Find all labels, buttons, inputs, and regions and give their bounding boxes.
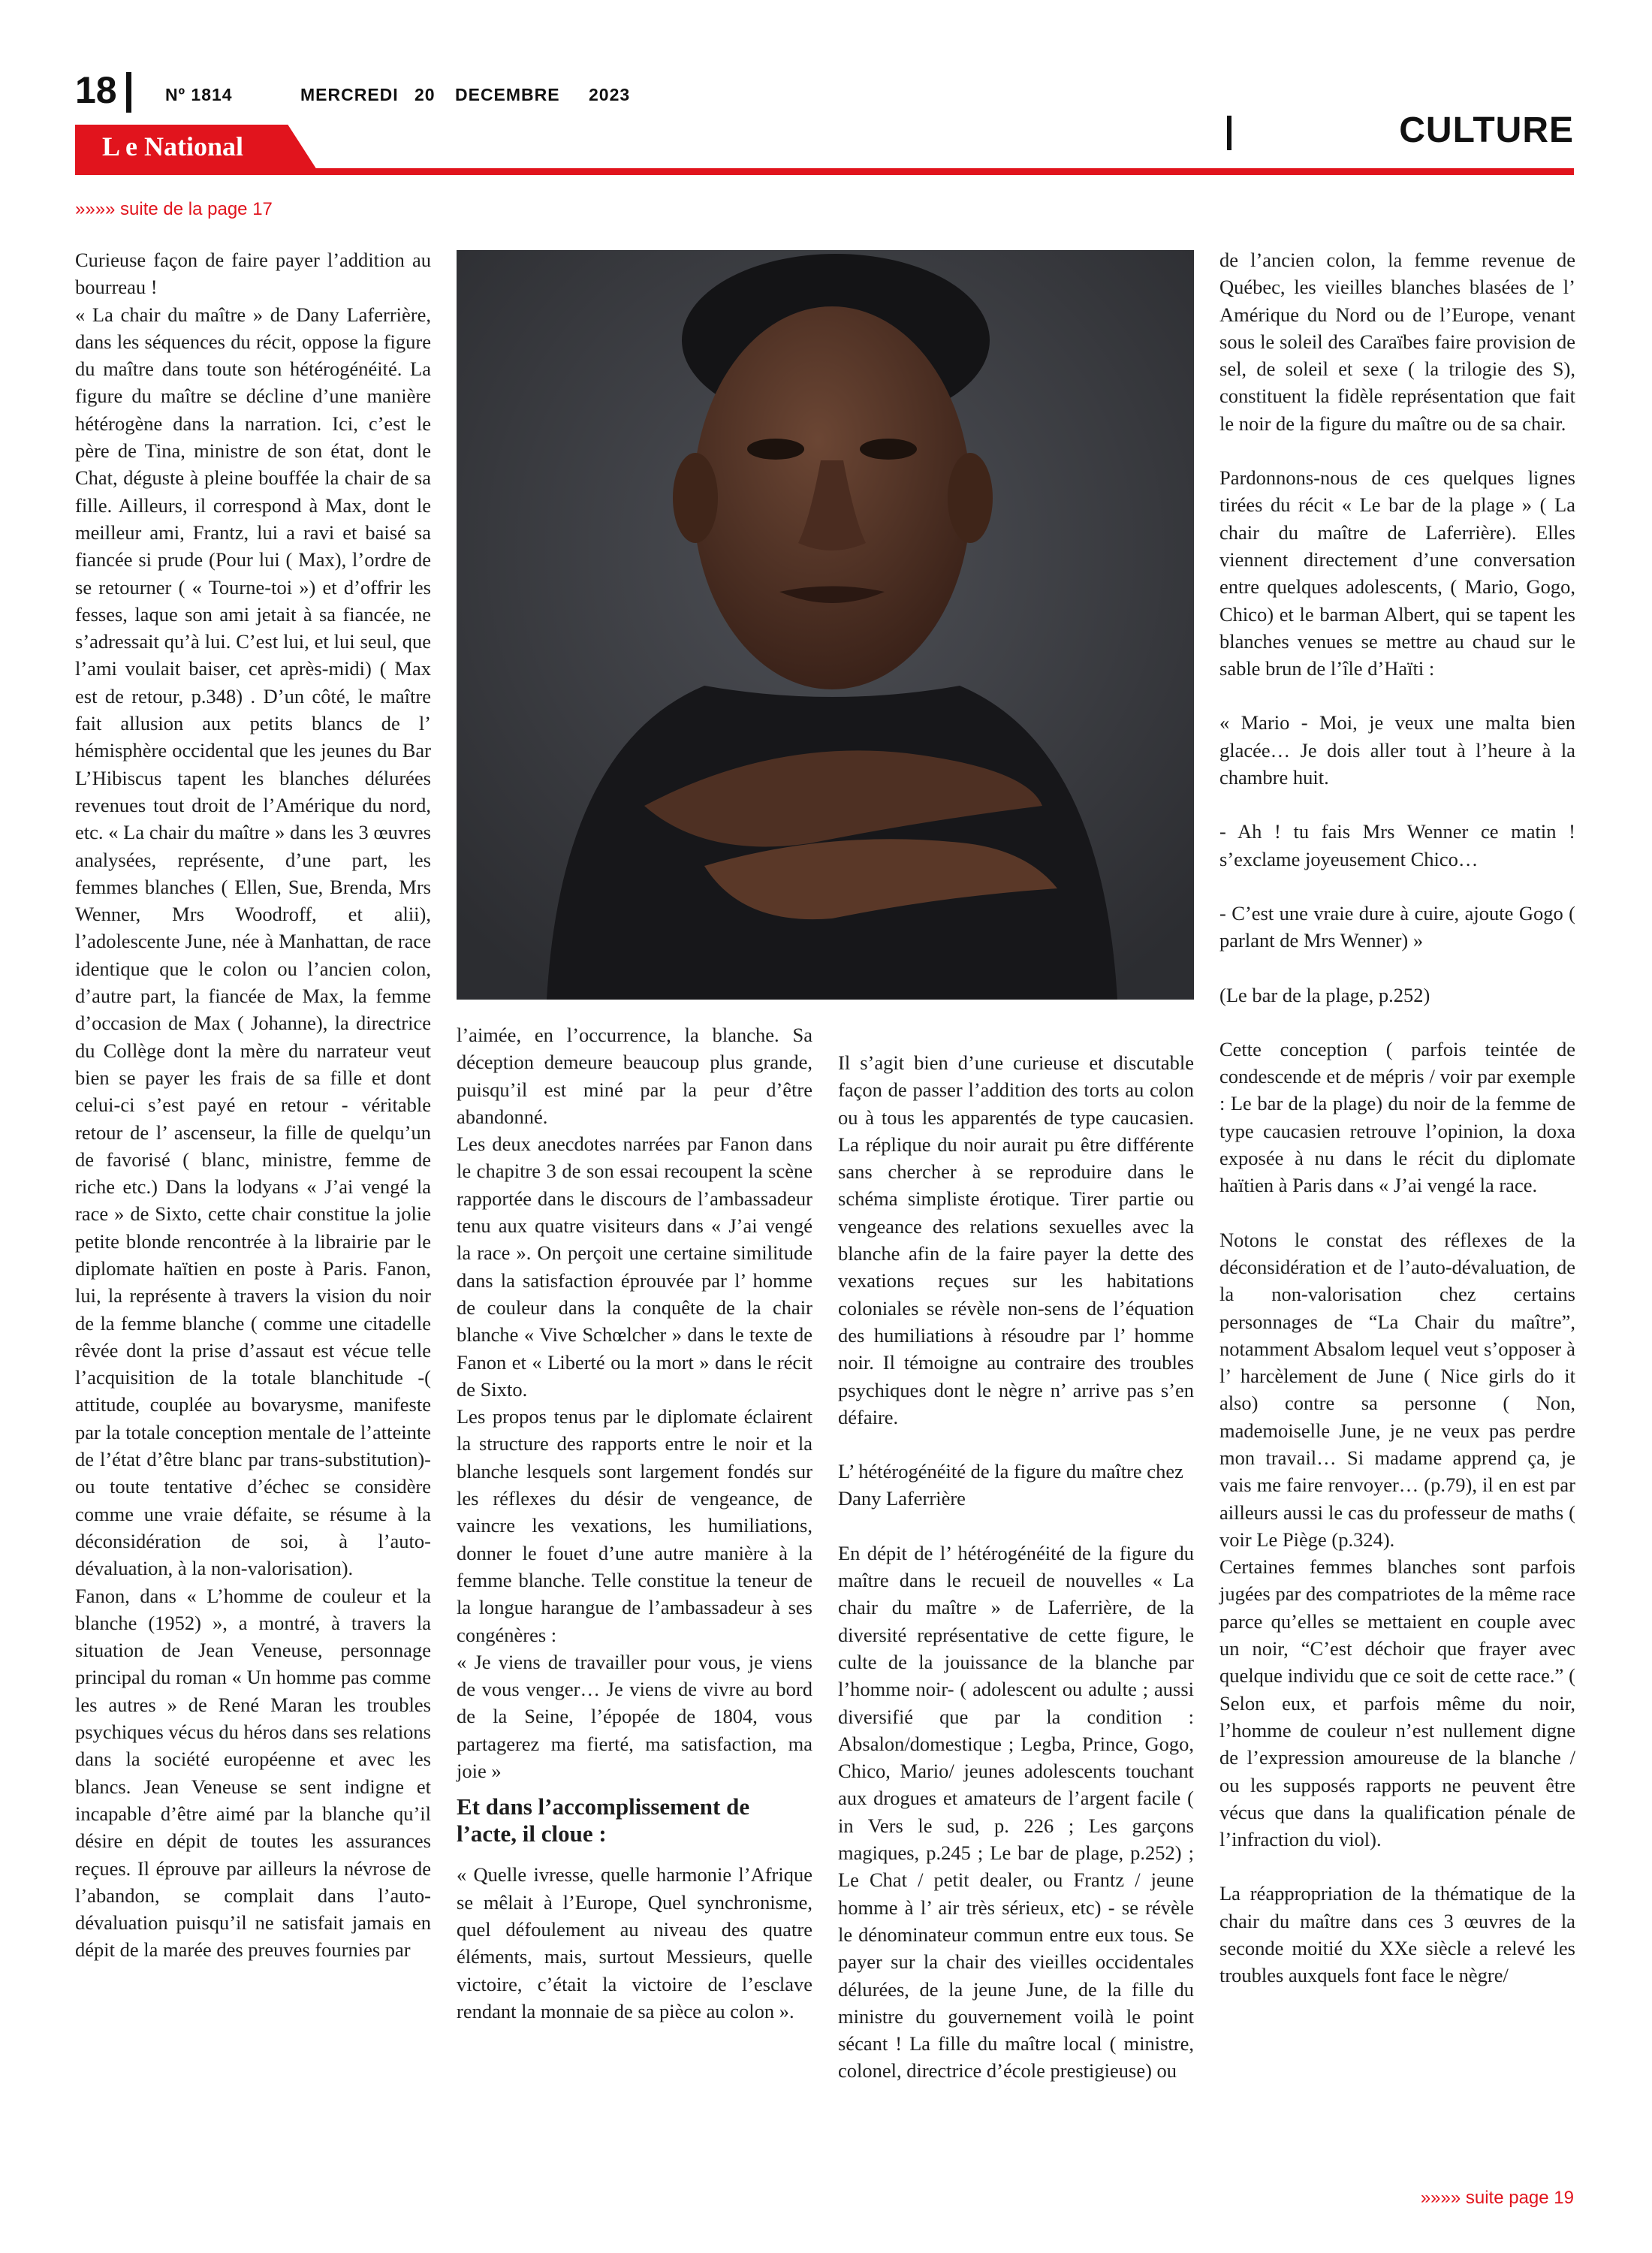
paragraph: Les deux anecdotes narrées par Fanon dans le chapitre 3 de son essai recoupent la scène rapportée dans le discours de l’ambassadeur tenu aux quatre visiteurs dans « J’ai vengé la race ». On perçoit une certaine similitude dans la satisfaction éprouvée par l’ homme de couleur dans la conquête de la chair blanche « Vive Schœlcher » dans le texte de Fanon et « Liberté ou la mort » dans le récit de Sixto.: [457, 1133, 812, 1401]
paragraph: Pardonnons-nous de ces quelques lignes tirées du récit « Le bar de la plage » ( La chair du maître de Laferrière). Elles viennent directement d’une conversation entre quelques adolescents, ( Mario, Gogo, Chico) et le barman Albert, qui se tapent les blanches venues se mettre au chaud sur le sable brun de l’île d’Haïti :: [1219, 466, 1575, 680]
section-heading: L’ hétérogénéité de la figure du maître chez Dany Laferrière: [838, 1460, 1183, 1510]
paragraph: Curieuse façon de faire payer l’addition au bourreau !: [75, 249, 431, 299]
paragraph: Il s’agit bien d’une curieuse et discutable façon de passer l’addition des torts au colon ou à tous les apparentés de type caucasien. La réplique du noir aurait pu être différente sans chercher à se reproduire dans le schéma simpliste érotique. Tirer partie ou vengeance des relations sexuelles avec la blanche afin de la faire payer la dette des vexations reçues sur les habitations coloniales se révèle non-sens de l’équation des humiliations à résoudre par l’ homme noir. Il témoigne au contraire des troubles psychiques dont le nègre n’ arrive pas s’en défaire.: [838, 1051, 1194, 1428]
paragraph: Fanon, dans « L’homme de couleur et la blanche (1952) », a montré, à travers la situation de Jean Veneuse, personnage principal du roman « Un homme pas comme les autres » de René Maran les troubles psychiques vécus du héros dans ses relations dans la société européenne et avec les blancs. Jean Veneuse se sent indigne et incapable d’être aimé par la blanche qu’il désire en dépit de toutes les assurances reçues. Il éprouve par ailleurs la névrose de l’abandon, se complait dans l’auto-dévaluation puisqu’il ne satisfait jamais en dépit de la marée des preuves fournies par: [75, 1584, 431, 1962]
brand-name: L e National: [102, 131, 244, 161]
paragraph: « Je viens de travailler pour vous, je viens de vous venger… Je viens de vivre au bord de la Seine, l’épopée de 1804, vous partagerez ma fierté, ma satisfaction, ma joie »: [457, 1650, 812, 1783]
continues-on-link[interactable]: »»»» suite page 19: [1420, 2188, 1574, 2208]
day-number: 20: [415, 85, 436, 104]
paragraph: Certaines femmes blanches sont parfois jugées par des compatriotes de la même race parce qu’elles se mettaient en couple avec un noir, “C’est déchoir que frayer avec quelque individu que ce soit de cette race.” ( Selon eux, et parfois même du noir, l’homme de couleur n’est nullement digne de l’expression amoureuse de la blanche / ou les supposés rapports ne peuvent être vécus que dans la qualification pénale de l’infraction du viol).: [1219, 1555, 1575, 1851]
citation: (Le bar de la plage, p.252): [1219, 983, 1430, 1006]
quote: - C’est une vraie dure à cuire, ajoute Gogo ( parlant de Mrs Wenner) »: [1219, 901, 1575, 952]
quote: - Ah ! tu fais Mrs Wenner ce matin ! s’exclame joyeusement Chico…: [1219, 820, 1575, 870]
weekday: MERCREDI: [300, 85, 399, 104]
section-divider: [1227, 116, 1231, 150]
section-title: CULTURE: [1399, 110, 1574, 150]
article-column-4: [1219, 246, 1575, 1989]
paragraph: l’aimée, en l’occurrence, la blanche. Sa déception demeure beaucoup plus grande, puisqu’il est miné par la peur d’être abandonné.: [457, 1024, 812, 1128]
paragraph: « Quelle ivresse, quelle harmonie l’Afrique se mêlait à l’Europe, Quel synchronisme, quel défoulement au niveau des quatre éléments, mais, surtout Messieurs, quelle victoire, c’était la victoire de l’esclave rendant la monnaie de sa pièce au colon ».: [457, 1863, 812, 2022]
paragraph: Cette conception ( parfois teintée de condescende et de mépris / voir par exemple : Le bar de la plage) du noir de la femme de type caucasien retrouve l’opinion, la doxa exposée à nu dans le récit du diplomate haïtien à Paris dans « J’ai vengé la race.: [1219, 1037, 1575, 1197]
paragraph: En dépit de l’ hétérogénéité de la figure du maître dans le recueil de nouvelles « La chair du maître » de Laferrière, de la diversité représentative de cette figure, le culte de la jouissance de la blanche par l’homme noir- ( adolescent ou adulte ; aussi diversifié que par la condition : Absalon/domestique ; Legba, Prince, Gogo, Chico, Mario/ jeunes adolescents touchant aux drogues et amateurs de l’argent facile ( in Vers le sud, p. 226 ; Les garçons magiques, p.245 ; Le bar de plage, p.252) ; Le Chat / petit dealer, ou Frantz / jeune homme à l’ air très sérieux, etc) - se révèle le dénominateur commun entre eux tous. Se payer sur la chair des vieilles occidentales délurées, de la jeune June, de la fille du ministre du gouvernement voilà le point sécant ! La fille du maître local ( ministre, colonel, directrice d’école prestigieuse) ou: [838, 1541, 1194, 2083]
subheading: Et dans l’accomplissement de l’acte, il cloue :: [457, 1793, 750, 1847]
article-column-1: [75, 246, 431, 1964]
issue-number: Nº 1814: [165, 85, 233, 104]
paragraph: « La chair du maître » de Dany Laferrière, dans les séquences du récit, oppose la figure du maître dans toute son hétérogénéité. La figure du maître se décline d’une manière hétérogène dans la narration. Ici, c’est le père de Tina, ministre de son état, dont le Chat, déguste à pleine bouffée la chair de sa fille. Ailleurs, il correspond à Max, dont le meilleur ami, Frantz, lui a ravi et baisé sa fiancée si prude (Pour lui ( Max), l’ordre de se retourner ( « Tourne-toi ») et d’offrir les fesses, laque son ami jetait à sa fiancée, ne s’adressait qu’à lui. C’est lui, et lui seul, que l’ami voulait baiser, cet après-midi) ( Max est de retour, p.348) . D’un côté, le maître fait allusion aux petits blancs de l’ hémisphère occidental que les jeunes du Bar L’Hibiscus tapent les blanches délurées revenues tout droit de l’Amérique du nord, etc. « La chair du maître » dans les 3 œuvres analysées, représente, d’une part, les femmes blanches ( Ellen, Sue, Brenda, Mrs Wenner, Mrs Woodroff, et alii), l’adolescente June, née à Manhattan, de race identique que le colon ou l’ancien colon, d’autre part, la fiancée de Max, la femme d’occasion de Max ( Johanne), la directrice du Collège dont la mère du narrateur veut bien se payer les frais de sa fille et dont celui-ci s’est payé en retour - véritable retour de l’ ascenseur, la fille de quelqu’un de favorisé ( blanc, ministre, femme de riche etc.) Dans la lodyans « J’ai vengé la race » de Sixto, cette chair constitue la jolie petite blonde rencontrée à la librairie par le diplomate haïtien en poste à Paris. Fanon, lui, la représente à travers la vision du noir de la femme blanche ( comme une citadelle rêvée dont la prise d’assaut est vécue telle l’acquisition de la totale blanchitude -( attitude, couplée au bovarysme, manifeste par la totale conception mentale de l’atteinte de l’état d’être blanc par trans-substitution)- ou toute tentative d’échec se considère comme une vraie défaite, se résume à la déconsidération de soi, à l’auto- dévaluation, à la non-valorisation).: [75, 303, 431, 1580]
portrait-photo: [457, 250, 1194, 1000]
paragraph: Notons le constat des réflexes de la déconsidération et de l’auto-dévaluation, de la non-valorisation chez certains personnages de “La Chair du maître”, notamment Absalom lequel veut s’opposer à l’ harcèlement de June ( Nice girls do it also) contre sa personne ( Non, mademoiselle June, je ne veux pas perdre mon travail… Si madame apprend ça, je vais me faire renvoyer… (p.79), il en est par ailleurs aussi le cas du professeur de maths ( voir Le Piège (p.324).: [1219, 1228, 1575, 1551]
quote: « Mario - Moi, je veux une malta bien glacée… Je dois aller tout à l’heure à la chambre huit.: [1219, 711, 1575, 789]
article-column-3: [838, 1049, 1194, 2085]
portrait-photo-icon: [457, 250, 1194, 1000]
article-column-2: [457, 1021, 812, 2025]
paragraph: Les propos tenus par le diplomate éclairent la structure des rapports entre le noir et la blanche lesquels sont largement fondés sur les réflexes du désir de vengeance, de vaincre les vexations, les humiliations, donner le fouet d’une autre manière à la femme blanche. Telle constitue la teneur de la longue harangue de l’ambassadeur à ses congénères :: [457, 1405, 812, 1646]
paragraph: La réappropriation de la thématique de la chair du maître dans ces 3 œuvres de la seconde moitié du XXe siècle a relevé les troubles auxquels font face le nègre/: [1219, 1882, 1575, 1987]
page-number-divider: [126, 72, 131, 113]
year: 2023: [589, 85, 631, 104]
paragraph: de l’ancien colon, la femme revenue de Québec, les vieilles blanches blasées de l’ Amérique du Nord ou de l’Europe, venant sous le soleil des Caraïbes faire provision de sel, de soleil et sexe ( la trilogie des S), constituent la fidèle représentation que fait le noir de la figure du maître ou de sa chair.: [1219, 249, 1575, 435]
continued-from-link[interactable]: »»»» suite de la page 17: [75, 199, 273, 219]
page-number: 18: [75, 69, 117, 111]
month: DECEMBRE: [455, 85, 560, 104]
